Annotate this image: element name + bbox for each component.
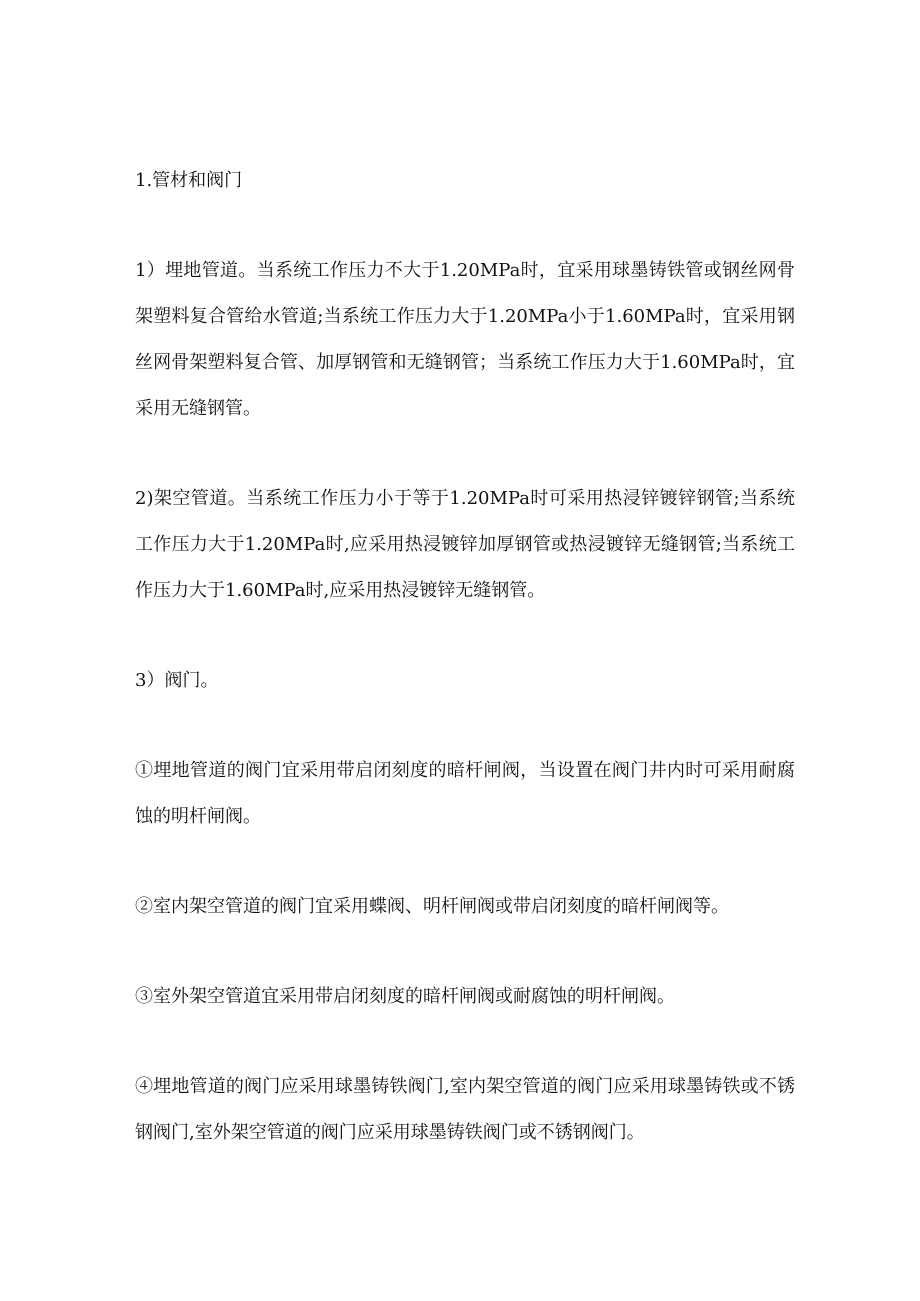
paragraph-valve-item-4: ④埋地管道的阀门应采用球墨铸铁阀门,室内架空管道的阀门应采用球墨铸铁或不锈钢阀门,室外架空管道的阀门应采用球墨铸铁阀门或不锈钢阀门。 (135, 1076, 795, 1143)
paragraph-valve-item-3: ③室外架空管道宜采用带启闭刻度的暗杆闸阀或耐腐蚀的明杆闸阀。 (135, 986, 675, 1007)
paragraph-overhead-pipes: 2)架空管道。当系统工作压力小于等于1.20MPa时可采用热浸锌镀锌钢管;当系统工作压力大于1.20MPa时,应采用热浸镀锌加厚钢管或热浸镀锌无缝钢管;当系统工作压力大于1.60MPa时,应采用热浸镀锌无缝钢管。 (135, 488, 795, 601)
paragraph-valve-item-2: ②室内架空管道的阀门宜采用蝶阀、明杆闸阀或带启闭刻度的暗杆闸阀等。 (135, 896, 729, 917)
paragraph-buried-pipes: 1）埋地管道。当系统工作压力不大于1.20MPa时，宜采用球墨铸铁管或钢丝网骨架塑料复合管给水管道;当系统工作压力大于1.20MPa小于1.60MPa时，宜采用钢丝网骨架塑料复合管、加厚钢管和无缝钢管；当系统工作压力大于1.60MPa时，宜采用无缝钢管。 (135, 260, 795, 419)
paragraph-valves-heading: 3）阀门。 (135, 670, 219, 691)
paragraph-valve-item-1: ①埋地管道的阀门宜采用带启闭刻度的暗杆闸阀，当设置在阀门井内时可采用耐腐蚀的明杆闸阀。 (135, 760, 795, 827)
document-body (135, 158, 795, 1200)
section-heading: 1.管材和阀门 (135, 170, 243, 191)
